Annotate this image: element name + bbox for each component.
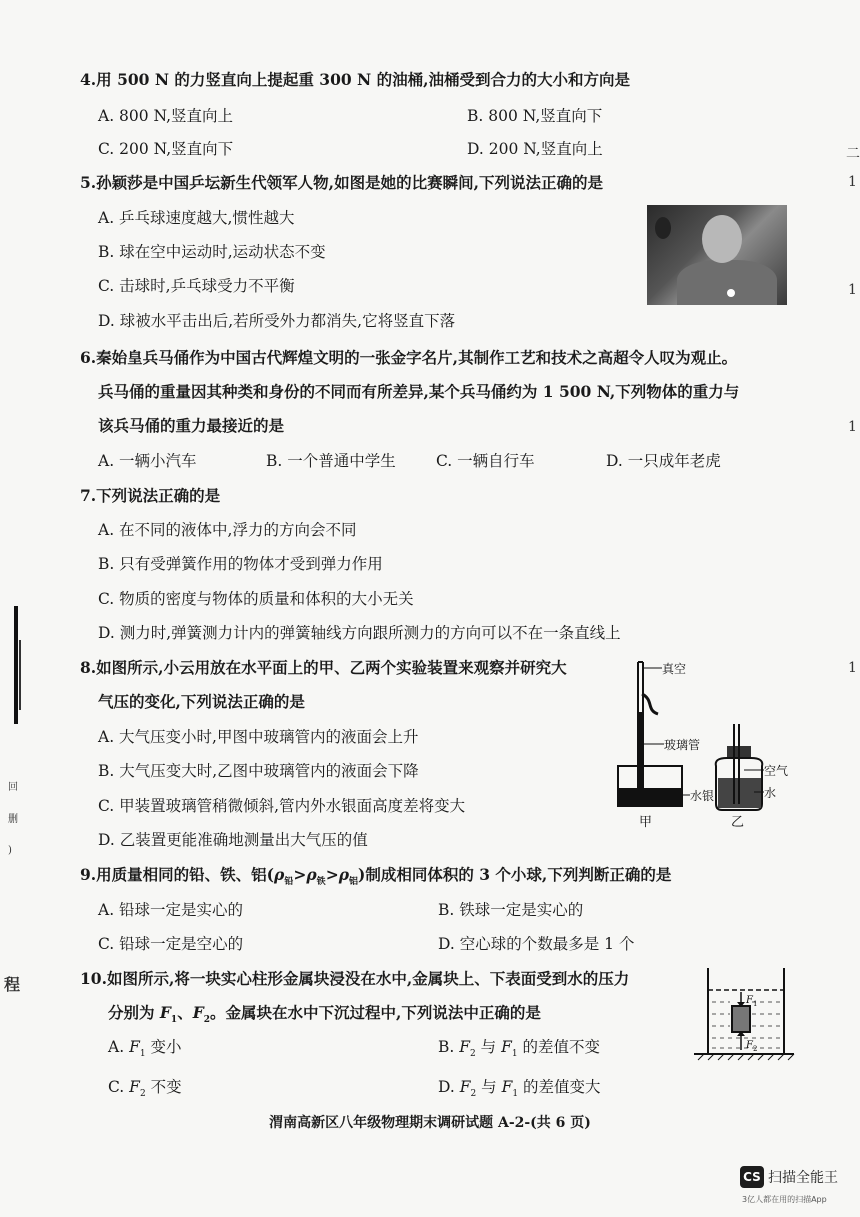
- label-jia: 甲: [639, 815, 653, 830]
- label-air: 空气: [764, 764, 789, 778]
- label-glass-tube: 玻璃管: [664, 738, 701, 752]
- q10-option-d: D. $F_2$ 与 $F_1$ 的差值变大: [438, 1078, 601, 1100]
- submerged-block-figure: [690, 962, 800, 1062]
- q10-option-a: A. $F_1$ 变小: [108, 1038, 182, 1060]
- q9-option-c: C. 铅球一定是空心的: [98, 935, 244, 953]
- player-face-shape: [702, 215, 742, 263]
- player-body-shape: [677, 260, 777, 305]
- q4-option-c: C. 200 N,竖直向下: [98, 140, 234, 158]
- label-yi: 乙: [731, 815, 745, 830]
- q6-stem-line1: 6.秦始皇兵马俑作为中国古代辉煌文明的一张金字名片,其制作工艺和技术之高超令人叹为观止。: [80, 348, 738, 367]
- right-margin-3: 1: [848, 282, 857, 298]
- label-f1-symbol: F: [746, 995, 753, 1006]
- q7-option-c: C. 物质的密度与物体的质量和体积的大小无关: [98, 590, 414, 608]
- q5-stem: 5.孙颖莎是中国乒坛新生代领军人物,如图是她的比赛瞬间,下列说法正确的是: [80, 173, 603, 192]
- barometer-figure: [606, 654, 806, 834]
- q4-stem: 4.用 500 N 的力竖直向上提起重 300 N 的油桶,油桶受到合力的大小和方向是: [80, 70, 631, 89]
- q6-option-c: C. 一辆自行车: [436, 452, 535, 470]
- right-margin-2: 1: [848, 174, 857, 190]
- right-margin-5: 1: [848, 660, 857, 676]
- q10-stem-line1: 10.如图所示,将一块实心柱形金属块浸没在水中,金属块上、下表面受到水的压力: [80, 969, 630, 988]
- cs-logo-icon: CS: [740, 1166, 764, 1188]
- q8-option-a: A. 大气压变小时,甲图中玻璃管内的液面会上升: [98, 728, 419, 746]
- right-margin-1: 二: [846, 146, 860, 162]
- paddle-shape: [655, 217, 671, 239]
- q7-stem: 7.下列说法正确的是: [80, 486, 221, 505]
- label-f2-subscript: 2: [753, 1045, 758, 1053]
- q8-option-b: B. 大气压变大时,乙图中玻璃管内的液面会下降: [98, 762, 419, 780]
- q5-option-b: B. 球在空中运动时,运动状态不变: [98, 243, 326, 261]
- q6-option-d: D. 一只成年老虎: [606, 452, 721, 470]
- q6-option-b: B. 一个普通中学生: [266, 452, 396, 470]
- q5-option-c: C. 击球时,乒乓球受力不平衡: [98, 277, 295, 295]
- q6-option-a: A. 一辆小汽车: [98, 452, 197, 470]
- q7-option-b: B. 只有受弹簧作用的物体才受到弹力作用: [98, 555, 383, 573]
- right-margin-4: 1: [848, 419, 857, 435]
- q9-option-a: A. 铅球一定是实心的: [98, 901, 244, 919]
- q9-option-b: B. 铁球一定是实心的: [438, 901, 584, 919]
- table-tennis-photo: [647, 205, 787, 305]
- q6-stem-line2: 兵马俑的重量因其种类和身份的不同而有所差异,某个兵马俑约为 1 500 N,下列物体的重力与: [98, 382, 740, 401]
- watermark-name: 扫描全能王: [768, 1170, 838, 1186]
- left-margin-mark1: 回: [8, 782, 18, 793]
- q5-option-d: D. 球被水平击出后,若所受外力都消失,它将竖直下落: [98, 312, 456, 330]
- metal-block: [732, 1006, 750, 1032]
- mercury-fill: [619, 788, 681, 805]
- left-margin-mark3: ): [8, 845, 12, 856]
- q10-option-b: B. $F_2$ 与 $F_1$ 的差值不变: [438, 1038, 601, 1060]
- q8-option-d: D. 乙装置更能准确地测量出大气压的值: [98, 831, 368, 849]
- q9-stem: 9.用质量相同的铅、铁、铝$(\rho_铅>\rho_铁>\rho_铝)$制成相同体积的 3 个小球,下列判断正确的是: [80, 865, 672, 888]
- left-binding-bar-2: [19, 640, 21, 710]
- q10-option-c: C. $F_2$ 不变: [108, 1078, 182, 1100]
- q6-stem-line3: 该兵马俑的重力最接近的是: [98, 416, 285, 435]
- q4-option-d: D. 200 N,竖直向上: [467, 140, 603, 158]
- label-f1-subscript: 1: [753, 1000, 758, 1008]
- q5-option-a: A. 乒乓球速度越大,惯性越大: [98, 209, 295, 227]
- q4-option-a: A. 800 N,竖直向上: [98, 107, 234, 125]
- label-f2-symbol: F: [746, 1040, 753, 1051]
- q7-option-d: D. 测力时,弹簧测力计内的弹簧轴线方向跟所测力的方向可以不在一条直线上: [98, 624, 621, 642]
- watermark-tagline: 3亿人都在用的扫描App: [742, 1195, 827, 1204]
- q8-stem-line2: 气压的变化,下列说法正确的是: [98, 692, 305, 711]
- left-binding-bar: [14, 606, 18, 724]
- q9-option-d: D. 空心球的个数最多是 1 个: [438, 935, 635, 953]
- q8-option-c: C. 甲装置玻璃管稍微倾斜,管内外水银面高度差将变大: [98, 797, 466, 815]
- ball-shape: [727, 289, 735, 297]
- q4-option-b: B. 800 N,竖直向下: [467, 107, 603, 125]
- q10-stem-line2: 分别为 $F_1$、$F_2$。金属块在水中下沉过程中,下列说法中正确的是: [108, 1003, 541, 1026]
- left-margin-cheng: 程: [4, 975, 21, 994]
- q8-stem-line1: 8.如图所示,小云用放在水平面上的甲、乙两个实验装置来观察并研究大: [80, 658, 567, 677]
- label-mercury: 水银: [690, 789, 715, 803]
- left-margin-mark2: 删: [8, 814, 18, 825]
- label-water: 水: [764, 786, 777, 800]
- q7-option-a: A. 在不同的液体中,浮力的方向会不同: [98, 521, 357, 539]
- page-footer: 渭南高新区八年级物理期末调研试题 A-2-(共 6 页): [269, 1115, 591, 1131]
- label-vacuum: 真空: [662, 662, 687, 676]
